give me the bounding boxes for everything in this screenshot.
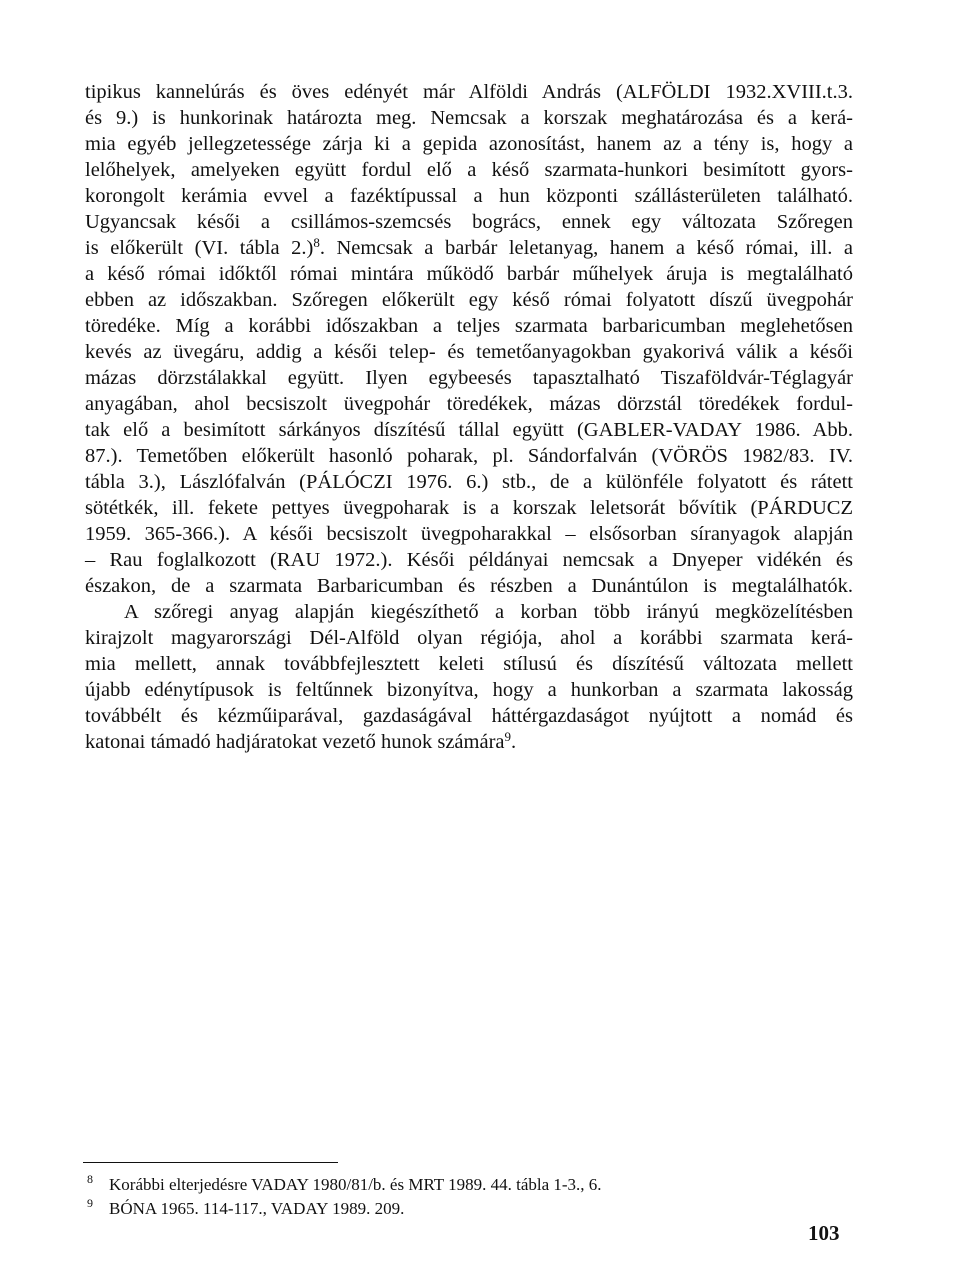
body-line: tipikus kannelúrás és öves edényét már Alföldi András (ALFÖLDI 1932.XVIII.t.3.	[85, 81, 853, 103]
body-line: töredéke. Míg a korábbi időszakban a teljes szarmata barbaricumban meglehetősen	[85, 315, 853, 337]
footnote-ref: 8	[313, 235, 320, 250]
body-line	[85, 235, 853, 261]
body-line: mázas dörzstálakkal együtt. Ilyen egybeesés tapasztalható Tiszaföldvár-Téglagyár	[85, 367, 853, 389]
footnote: $^9$ BÓNA 1965. 114-117., VADAY 1989. 209.	[87, 1196, 405, 1218]
body-line: a késő római időktől római mintára működő barbár műhelyek áruja is megtalálható	[85, 263, 853, 285]
body-line: sötétkék, ill. fekete pettyes üvegpoharak is a korszak leletsorát bővítik (PÁRDUCZ	[85, 497, 853, 519]
body-line: kirajzolt magyarországi Dél-Alföld olyan régiója, ahol a korábbi szarmata kerá-	[85, 627, 853, 649]
body-line-text: katonai támadó hadjáratokat vezető hunok számára	[85, 731, 505, 753]
footnote-text: Korábbi elterjedésre VADAY 1980/81/b. és MRT 1989. 44. tábla 1-3., 6.	[109, 1175, 602, 1194]
body-line	[85, 729, 853, 755]
body-line: ebben az időszakban. Szőregen előkerült egy késő római folyatott díszű üvegpohár	[85, 289, 853, 311]
footnote: $^8$ Korábbi elterjedésre VADAY 1980/81/b. és MRT 1989. 44. tábla 1-3., 6.	[87, 1172, 602, 1194]
body-line: korongolt kerámia evvel a fazéktípussal a hun központi szállásterületen található.	[85, 185, 853, 207]
body-line: Ugyancsak késői a csillámos-szemcsés bogrács, ennek egy változata Szőregen	[85, 211, 853, 233]
body-line: lelőhelyek, amelyeken együtt fordul elő a késő szarmata-hunkori besimított gyors-	[85, 159, 853, 181]
footnote-ref: 9	[504, 729, 511, 744]
body-line: továbbélt és kézműiparával, gazdaságával háttérgazdaságot nyújtott a nomád és	[85, 705, 853, 727]
body-line-text: .	[511, 731, 517, 753]
body-line: északon, de a szarmata Barbaricumban és részben a Dunántúlon is megtalálhatók.	[85, 575, 853, 597]
body-line: 1959. 365-366.). A késői becsiszolt üvegpoharakkal – elsősorban síranyagok alapján	[85, 523, 853, 545]
body-line-text: . Nemcsak a barbár leletanyag, hanem a késő római, ill. a	[319, 237, 853, 259]
body-line-text: is előkerült (VI. tábla 2.)	[85, 237, 314, 259]
page-number: 103	[808, 1221, 840, 1245]
body-line: – Rau foglalkozott (RAU 1972.). Késői példányai nemcsak a Dnyeper vidékén és	[85, 549, 853, 571]
body-line: mia mellett, annak továbbfejlesztett keleti stílusú és díszítésű változata mellett	[85, 653, 853, 675]
body-line: újabb edénytípusok is feltűnnek bizonyítva, hogy a hunkorban a szarmata lakosság	[85, 679, 853, 701]
body-line: tak elő a besimított sárkányos díszítésű tállal együtt (GABLER-VADAY 1986. Abb.	[85, 419, 853, 441]
body-line: anyagában, ahol becsiszolt üvegpohár töredékek, mázas dörzstál töredékek fordul-	[85, 393, 853, 415]
body-line: kevés az üvegáru, addig a késői telep- és temetőanyagokban gyakorivá válik a késői	[85, 341, 853, 363]
body-line: és 9.) is hunkorinak határozta meg. Nemcsak a korszak meghatározása és a kerá-	[85, 107, 853, 129]
body-line: 87.). Temetőben előkerült hasonló poharak, pl. Sándorfalván (VÖRÖS 1982/83. IV.	[85, 445, 853, 467]
footnote-text: BÓNA 1965. 114-117., VADAY 1989. 209.	[109, 1199, 405, 1218]
body-line: mia egyéb jellegzetessége zárja ki a gepida azonosítást, hanem az a tény is, hogy a	[85, 133, 853, 155]
body-line: A szőregi anyag alapján kiegészíthető a korban több irányú megközelítésben	[124, 601, 853, 623]
body-line: tábla 3.), Lászlófalván (PÁLÓCZI 1976. 6.) stb., de a különféle folyatott és rátett	[85, 471, 853, 493]
footnote-divider	[83, 1162, 338, 1163]
